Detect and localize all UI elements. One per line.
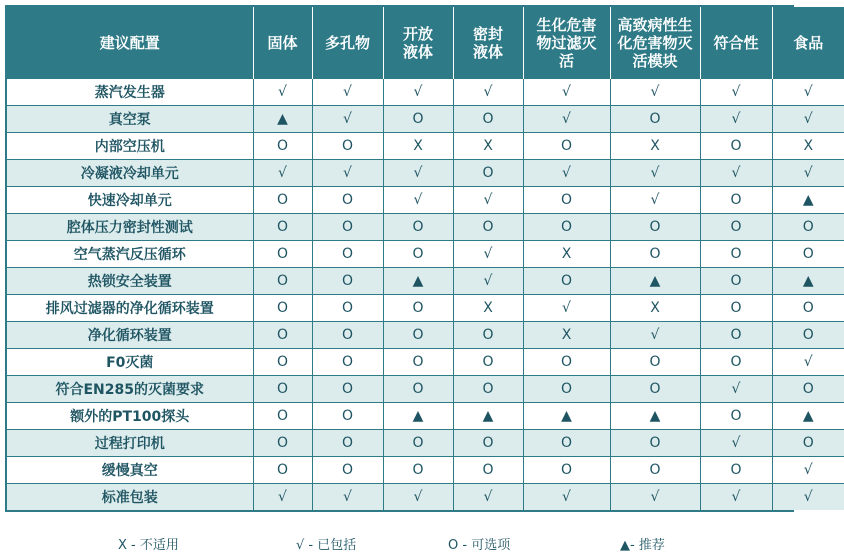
header-biohazard-filter: 生化危害 物过滤灭 活: [523, 7, 610, 79]
table-cell: √: [312, 160, 383, 187]
table-cell: O: [772, 241, 844, 268]
header-solid: 固体: [253, 7, 312, 79]
table-cell: √: [610, 322, 700, 349]
table-cell: ▲: [383, 403, 453, 430]
table-cell: √: [453, 79, 523, 106]
table-cell: O: [383, 106, 453, 133]
table-cell: √: [523, 79, 610, 106]
table-cell: O: [453, 457, 523, 484]
table-cell: O: [700, 133, 772, 160]
row-label: 内部空压机: [7, 133, 253, 160]
table-row: [7, 376, 844, 403]
row-label: 标准包装: [7, 484, 253, 511]
table-cell: O: [523, 430, 610, 457]
table-cell: √: [523, 160, 610, 187]
table-cell: O: [453, 214, 523, 241]
table-cell: O: [253, 403, 312, 430]
legend-recommended: ▲- 推荐: [620, 538, 665, 553]
table-cell: √: [523, 106, 610, 133]
header-sealed-liquid: 密封 液体: [453, 7, 523, 79]
table-cell: √: [700, 106, 772, 133]
row-label: 蒸汽发生器: [7, 79, 253, 106]
table-cell: √: [312, 106, 383, 133]
table-cell: O: [772, 376, 844, 403]
table-cell: X: [453, 133, 523, 160]
table-cell: O: [453, 430, 523, 457]
table-cell: O: [523, 133, 610, 160]
legend: [0, 534, 800, 554]
config-table-container: [5, 5, 824, 512]
table-cell: O: [383, 241, 453, 268]
table-cell: O: [383, 376, 453, 403]
table-cell: O: [453, 376, 523, 403]
table-row: [7, 403, 844, 430]
header-row: [7, 7, 844, 79]
table-cell: ▲: [610, 403, 700, 430]
table-cell: O: [610, 457, 700, 484]
row-label: 空气蒸汽反压循环: [7, 241, 253, 268]
table-cell: O: [772, 430, 844, 457]
table-cell: ▲: [772, 268, 844, 295]
table-cell: O: [253, 322, 312, 349]
table-cell: √: [383, 79, 453, 106]
table-cell: O: [523, 349, 610, 376]
table-cell: √: [610, 160, 700, 187]
table-cell: √: [610, 187, 700, 214]
table-cell: O: [610, 430, 700, 457]
table-row: [7, 484, 844, 511]
table-cell: √: [523, 484, 610, 511]
table-cell: √: [453, 268, 523, 295]
row-label: 过程打印机: [7, 430, 253, 457]
table-cell: O: [312, 403, 383, 430]
table-cell: O: [253, 430, 312, 457]
row-label: 符合EN285的灭菌要求: [7, 376, 253, 403]
table-cell: O: [312, 133, 383, 160]
header-compliance: 符合性: [700, 7, 772, 79]
table-cell: √: [700, 79, 772, 106]
table-cell: √: [253, 484, 312, 511]
table-cell: X: [772, 133, 844, 160]
table-cell: √: [772, 484, 844, 511]
table-cell: O: [383, 214, 453, 241]
table-cell: O: [610, 241, 700, 268]
table-cell: O: [610, 106, 700, 133]
table-cell: √: [772, 349, 844, 376]
header-config: 建议配置: [7, 7, 253, 79]
table-cell: √: [700, 430, 772, 457]
row-label: F0灭菌: [7, 349, 253, 376]
table-row: [7, 430, 844, 457]
table-cell: O: [253, 187, 312, 214]
table-cell: O: [383, 322, 453, 349]
table-cell: √: [453, 187, 523, 214]
table-cell: O: [523, 214, 610, 241]
table-cell: √: [312, 79, 383, 106]
header-porous: 多孔物: [312, 7, 383, 79]
table-cell: √: [453, 484, 523, 511]
table-cell: √: [700, 376, 772, 403]
table-cell: O: [700, 214, 772, 241]
row-label: 排风过滤器的净化循环装置: [7, 295, 253, 322]
table-row: [7, 133, 844, 160]
table-cell: O: [700, 457, 772, 484]
table-row: [7, 160, 844, 187]
table-cell: √: [772, 160, 844, 187]
table-cell: O: [700, 295, 772, 322]
table-cell: ▲: [453, 403, 523, 430]
table-row: [7, 295, 844, 322]
table-cell: O: [253, 133, 312, 160]
table-cell: O: [312, 214, 383, 241]
table-cell: O: [772, 295, 844, 322]
header-food: 食品: [772, 7, 844, 79]
table-row: [7, 79, 844, 106]
table-cell: √: [610, 79, 700, 106]
table-cell: O: [453, 106, 523, 133]
table-cell: O: [772, 322, 844, 349]
table-cell: X: [523, 322, 610, 349]
table-cell: O: [253, 376, 312, 403]
table-cell: √: [312, 484, 383, 511]
table-cell: O: [453, 349, 523, 376]
table-cell: O: [700, 403, 772, 430]
table-cell: X: [610, 295, 700, 322]
table-cell: O: [453, 160, 523, 187]
row-label: 净化循环装置: [7, 322, 253, 349]
table-cell: √: [610, 484, 700, 511]
config-table: [7, 7, 844, 510]
table-cell: O: [253, 295, 312, 322]
legend-not-applicable: X - 不适用: [118, 538, 179, 553]
table-row: [7, 322, 844, 349]
legend-included: √ - 已包括: [296, 538, 357, 553]
table-cell: O: [312, 187, 383, 214]
table-cell: √: [772, 79, 844, 106]
table-cell: O: [253, 457, 312, 484]
table-cell: O: [700, 322, 772, 349]
table-cell: O: [312, 430, 383, 457]
table-cell: X: [453, 295, 523, 322]
table-cell: O: [253, 268, 312, 295]
table-cell: ▲: [772, 187, 844, 214]
row-label: 额外的PT100探头: [7, 403, 253, 430]
table-body: [7, 79, 844, 510]
table-cell: ▲: [523, 403, 610, 430]
table-cell: ▲: [610, 268, 700, 295]
table-cell: O: [383, 295, 453, 322]
table-cell: √: [700, 484, 772, 511]
table-cell: O: [312, 241, 383, 268]
row-label: 腔体压力密封性测试: [7, 214, 253, 241]
table-cell: √: [383, 187, 453, 214]
table-cell: O: [253, 349, 312, 376]
legend-optional: O - 可选项: [448, 538, 511, 553]
table-cell: O: [700, 241, 772, 268]
row-label: 冷凝液冷却单元: [7, 160, 253, 187]
table-cell: O: [312, 376, 383, 403]
table-cell: O: [523, 457, 610, 484]
table-cell: O: [700, 187, 772, 214]
table-cell: O: [253, 241, 312, 268]
header-high-pathogen-module: 高致病性生 化危害物灭 活模块: [610, 7, 700, 79]
table-cell: O: [453, 322, 523, 349]
table-cell: O: [312, 349, 383, 376]
table-cell: O: [312, 457, 383, 484]
table-cell: O: [383, 457, 453, 484]
table-cell: O: [700, 268, 772, 295]
table-cell: √: [772, 106, 844, 133]
table-cell: √: [383, 160, 453, 187]
table-cell: O: [610, 349, 700, 376]
table-cell: O: [383, 430, 453, 457]
table-cell: O: [253, 214, 312, 241]
table-cell: O: [312, 268, 383, 295]
table-cell: ▲: [383, 268, 453, 295]
table-cell: √: [772, 457, 844, 484]
table-cell: O: [700, 349, 772, 376]
table-row: [7, 349, 844, 376]
table-row: [7, 214, 844, 241]
table-cell: O: [523, 187, 610, 214]
table-cell: O: [523, 376, 610, 403]
table-row: [7, 106, 844, 133]
row-label: 快速冷却单元: [7, 187, 253, 214]
table-cell: O: [312, 295, 383, 322]
table-cell: X: [383, 133, 453, 160]
table-cell: √: [253, 79, 312, 106]
table-row: [7, 241, 844, 268]
table-row: [7, 457, 844, 484]
table-cell: √: [523, 295, 610, 322]
table-row: [7, 187, 844, 214]
table-cell: X: [523, 241, 610, 268]
table-row: [7, 268, 844, 295]
table-cell: O: [383, 349, 453, 376]
table-cell: O: [610, 376, 700, 403]
table-cell: O: [772, 214, 844, 241]
row-label: 缓慢真空: [7, 457, 253, 484]
table-cell: √: [700, 160, 772, 187]
table-cell: √: [253, 160, 312, 187]
table-cell: √: [383, 484, 453, 511]
table-cell: ▲: [253, 106, 312, 133]
table-cell: O: [523, 268, 610, 295]
row-label: 真空泵: [7, 106, 253, 133]
row-label: 热锁安全装置: [7, 268, 253, 295]
table-cell: ▲: [772, 403, 844, 430]
header-open-liquid: 开放 液体: [383, 7, 453, 79]
table-cell: √: [453, 241, 523, 268]
table-cell: O: [312, 322, 383, 349]
table-cell: O: [610, 214, 700, 241]
table-cell: X: [610, 133, 700, 160]
